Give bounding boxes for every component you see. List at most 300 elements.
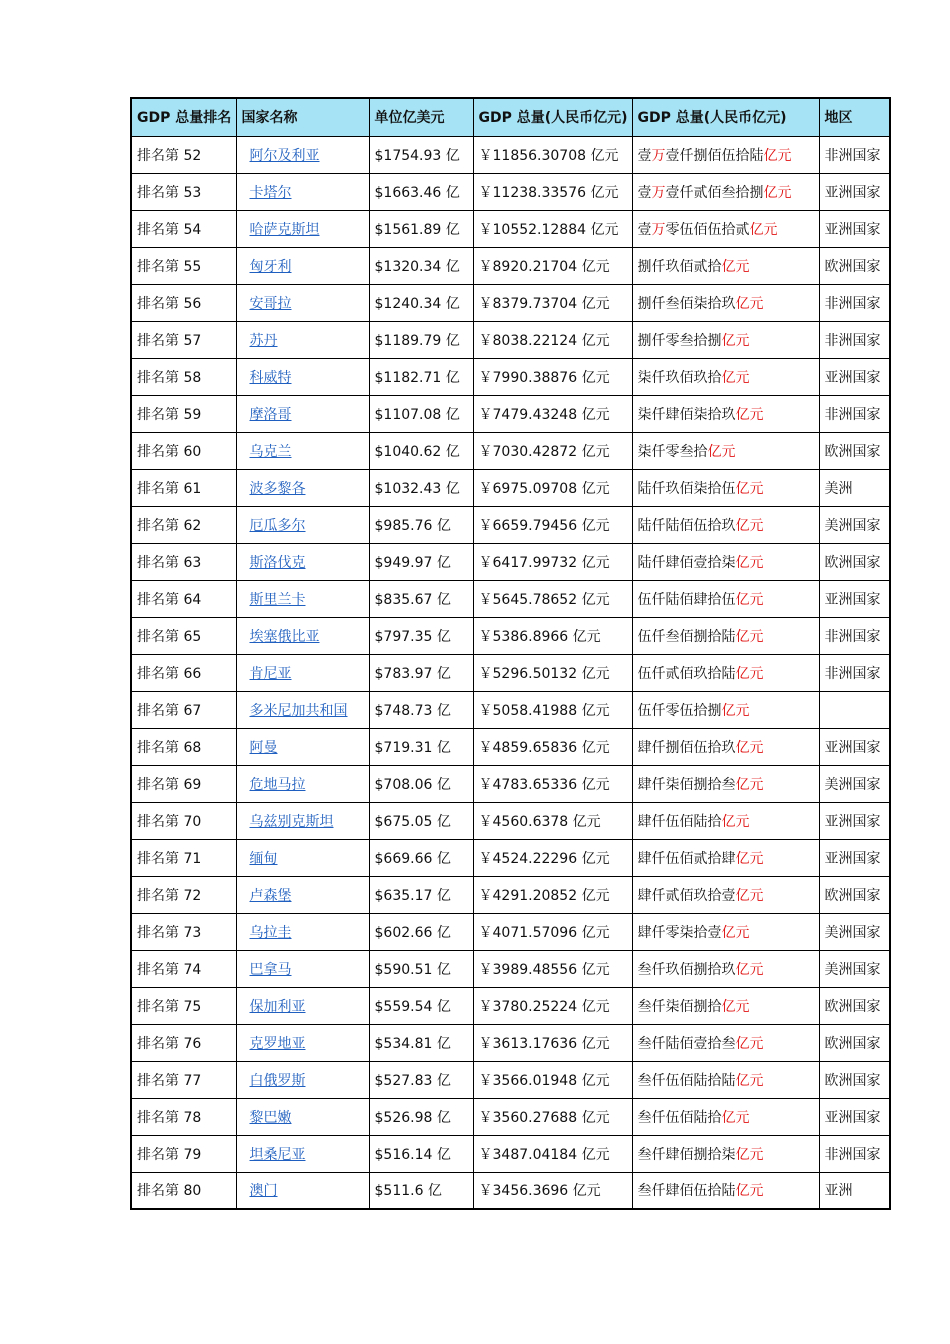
capitals-unit: 亿元 — [735, 887, 764, 904]
rmb-capitals-cell — [632, 506, 819, 543]
gdp-ranking-table — [130, 97, 891, 1210]
capitals-text: 叁仟肆佰捌拾柒 — [637, 1146, 736, 1163]
table-header-row — [131, 98, 890, 136]
capitals-text: 叁仟伍佰陆拾 — [637, 1109, 722, 1126]
capitals-text: 捌仟玖佰贰拾 — [637, 258, 722, 275]
rmb-cell: ￥3487.04184 亿元 — [473, 1135, 632, 1172]
usd-cell: $526.98 亿 — [369, 1098, 473, 1135]
table-row — [131, 728, 890, 765]
country-link[interactable]: 保加利亚 — [249, 998, 306, 1015]
region-cell: 亚洲国家 — [819, 358, 890, 395]
country-cell — [236, 987, 369, 1024]
country-cell — [236, 210, 369, 247]
usd-cell: $1320.34 亿 — [369, 247, 473, 284]
header-rank: GDP 总量排名 — [131, 98, 236, 136]
country-cell — [236, 395, 369, 432]
capitals-text: 叁仟柒佰捌拾 — [637, 998, 722, 1015]
capitals-unit: 亿元 — [721, 332, 750, 349]
capitals-unit: 亿元 — [735, 406, 764, 423]
country-link[interactable]: 卢森堡 — [249, 887, 292, 904]
rmb-cell: ￥4783.65336 亿元 — [473, 765, 632, 802]
table-row — [131, 321, 890, 358]
rank-cell: 排名第 76 — [131, 1024, 236, 1061]
rmb-capitals-cell — [632, 691, 819, 728]
usd-cell: $669.66 亿 — [369, 839, 473, 876]
rmb-cell: ￥4071.57096 亿元 — [473, 913, 632, 950]
rmb-capitals-cell — [632, 1172, 819, 1209]
rank-cell: 排名第 71 — [131, 839, 236, 876]
rank-cell: 排名第 58 — [131, 358, 236, 395]
country-cell — [236, 1098, 369, 1135]
rmb-cell: ￥10552.12884 亿元 — [473, 210, 632, 247]
rmb-cell: ￥3456.3696 亿元 — [473, 1172, 632, 1209]
rmb-capitals-cell — [632, 1135, 819, 1172]
country-cell — [236, 1172, 369, 1209]
rmb-cell: ￥4560.6378 亿元 — [473, 802, 632, 839]
rmb-capitals-cell — [632, 247, 819, 284]
rank-cell: 排名第 77 — [131, 1061, 236, 1098]
rank-cell: 排名第 78 — [131, 1098, 236, 1135]
country-cell — [236, 506, 369, 543]
rank-cell: 排名第 63 — [131, 543, 236, 580]
country-link[interactable]: 科威特 — [249, 369, 292, 386]
capitals-unit: 亿元 — [721, 702, 750, 719]
country-cell — [236, 765, 369, 802]
header-region: 地区 — [819, 98, 890, 136]
country-cell — [236, 691, 369, 728]
rmb-capitals-cell — [632, 210, 819, 247]
table-row — [131, 765, 890, 802]
country-link[interactable]: 克罗地亚 — [249, 1035, 306, 1052]
capitals-text: 壹 — [637, 221, 652, 238]
rmb-capitals-cell — [632, 1024, 819, 1061]
capitals-unit: 亿元 — [763, 184, 792, 201]
table-row — [131, 210, 890, 247]
rmb-cell: ￥5296.50132 亿元 — [473, 654, 632, 691]
rmb-capitals-cell — [632, 617, 819, 654]
rmb-cell: ￥11856.30708 亿元 — [473, 136, 632, 173]
rmb-capitals-cell — [632, 395, 819, 432]
capitals-text: 肆仟贰佰玖拾壹 — [637, 887, 736, 904]
capitals-unit: 亿元 — [749, 221, 778, 238]
table-row — [131, 617, 890, 654]
usd-cell: $783.97 亿 — [369, 654, 473, 691]
usd-cell: $1561.89 亿 — [369, 210, 473, 247]
capitals-rest: 壹仟贰佰叁拾捌 — [665, 184, 764, 201]
rmb-cell: ￥3566.01948 亿元 — [473, 1061, 632, 1098]
capitals-text: 肆仟伍佰陆拾 — [637, 813, 722, 830]
rank-cell: 排名第 57 — [131, 321, 236, 358]
country-link[interactable]: 阿尔及利亚 — [249, 147, 320, 164]
region-cell: 亚洲国家 — [819, 802, 890, 839]
region-cell: 美洲国家 — [819, 765, 890, 802]
region-cell: 欧洲国家 — [819, 432, 890, 469]
usd-cell: $835.67 亿 — [369, 580, 473, 617]
country-cell — [236, 173, 369, 210]
region-cell: 非洲国家 — [819, 617, 890, 654]
capitals-unit: 亿元 — [735, 665, 764, 682]
rmb-capitals-cell — [632, 913, 819, 950]
country-link[interactable]: 苏丹 — [249, 332, 278, 349]
usd-cell: $511.6 亿 — [369, 1172, 473, 1209]
usd-cell: $675.05 亿 — [369, 802, 473, 839]
region-cell: 非洲国家 — [819, 654, 890, 691]
country-cell — [236, 654, 369, 691]
region-cell: 欧洲国家 — [819, 247, 890, 284]
rank-cell: 排名第 72 — [131, 876, 236, 913]
country-link[interactable]: 斯洛伐克 — [249, 554, 306, 571]
capitals-unit: 亿元 — [721, 258, 750, 275]
rmb-cell: ￥7990.38876 亿元 — [473, 358, 632, 395]
capitals-text: 肆仟零柒拾壹 — [637, 924, 722, 941]
region-cell: 美洲国家 — [819, 950, 890, 987]
capitals-unit: 亿元 — [707, 443, 736, 460]
table-row — [131, 839, 890, 876]
rank-cell: 排名第 67 — [131, 691, 236, 728]
capitals-wan: 万 — [651, 184, 666, 201]
country-cell — [236, 617, 369, 654]
rank-cell: 排名第 59 — [131, 395, 236, 432]
country-link[interactable]: 卡塔尔 — [249, 184, 292, 201]
country-link[interactable]: 缅甸 — [249, 850, 278, 867]
capitals-unit: 亿元 — [721, 924, 750, 941]
rmb-cell: ￥5386.8966 亿元 — [473, 617, 632, 654]
capitals-unit: 亿元 — [735, 1035, 764, 1052]
rank-cell: 排名第 80 — [131, 1172, 236, 1209]
rmb-cell: ￥3989.48556 亿元 — [473, 950, 632, 987]
rank-cell: 排名第 75 — [131, 987, 236, 1024]
table-body — [131, 136, 890, 1209]
rmb-cell: ￥4524.22296 亿元 — [473, 839, 632, 876]
capitals-wan: 万 — [651, 147, 666, 164]
country-cell — [236, 728, 369, 765]
country-link[interactable]: 澳门 — [249, 1183, 278, 1200]
region-cell: 欧洲国家 — [819, 1024, 890, 1061]
region-cell: 美洲国家 — [819, 913, 890, 950]
capitals-text: 柒仟零叁拾 — [637, 443, 708, 460]
usd-cell: $719.31 亿 — [369, 728, 473, 765]
country-link[interactable]: 哈萨克斯坦 — [249, 221, 320, 238]
country-cell — [236, 1135, 369, 1172]
rmb-capitals-cell — [632, 1061, 819, 1098]
country-link[interactable]: 匈牙利 — [249, 258, 292, 275]
capitals-text: 叁仟伍佰陆拾陆 — [637, 1072, 736, 1089]
table-row — [131, 580, 890, 617]
country-link[interactable]: 巴拿马 — [249, 961, 292, 978]
table-row — [131, 654, 890, 691]
country-cell — [236, 913, 369, 950]
rmb-capitals-cell — [632, 284, 819, 321]
rank-cell: 排名第 55 — [131, 247, 236, 284]
capitals-unit: 亿元 — [735, 591, 764, 608]
country-link[interactable]: 乌克兰 — [249, 443, 292, 460]
rmb-cell: ￥3613.17636 亿元 — [473, 1024, 632, 1061]
table-row — [131, 432, 890, 469]
rmb-capitals-cell — [632, 728, 819, 765]
usd-cell: $635.17 亿 — [369, 876, 473, 913]
country-link[interactable]: 白俄罗斯 — [249, 1072, 306, 1089]
rank-cell: 排名第 65 — [131, 617, 236, 654]
usd-cell: $985.76 亿 — [369, 506, 473, 543]
capitals-unit: 亿元 — [735, 961, 764, 978]
rmb-cell: ￥3560.27688 亿元 — [473, 1098, 632, 1135]
capitals-text: 伍仟叁佰捌拾陆 — [637, 628, 736, 645]
capitals-text: 肆仟捌佰伍拾玖 — [637, 739, 736, 756]
capitals-wan: 万 — [651, 221, 666, 238]
rank-cell: 排名第 79 — [131, 1135, 236, 1172]
rmb-capitals-cell — [632, 136, 819, 173]
region-cell: 亚洲 — [819, 1172, 890, 1209]
rmb-capitals-cell — [632, 987, 819, 1024]
usd-cell: $1182.71 亿 — [369, 358, 473, 395]
table-row — [131, 395, 890, 432]
rmb-capitals-cell — [632, 580, 819, 617]
rank-cell: 排名第 52 — [131, 136, 236, 173]
rmb-cell: ￥6659.79456 亿元 — [473, 506, 632, 543]
rmb-cell: ￥7479.43248 亿元 — [473, 395, 632, 432]
table-row — [131, 1172, 890, 1209]
table-row — [131, 950, 890, 987]
rmb-capitals-cell — [632, 173, 819, 210]
rmb-capitals-cell — [632, 469, 819, 506]
rmb-capitals-cell — [632, 765, 819, 802]
rmb-cell: ￥5058.41988 亿元 — [473, 691, 632, 728]
rmb-cell: ￥5645.78652 亿元 — [473, 580, 632, 617]
region-cell: 亚洲国家 — [819, 839, 890, 876]
rmb-capitals-cell — [632, 654, 819, 691]
rmb-capitals-cell — [632, 839, 819, 876]
region-cell: 亚洲国家 — [819, 210, 890, 247]
rmb-capitals-cell — [632, 950, 819, 987]
rank-cell: 排名第 62 — [131, 506, 236, 543]
table-row — [131, 358, 890, 395]
capitals-text: 柒仟玖佰玖拾 — [637, 369, 722, 386]
country-link[interactable]: 乌兹别克斯坦 — [249, 813, 334, 830]
rmb-cell: ￥7030.42872 亿元 — [473, 432, 632, 469]
capitals-unit: 亿元 — [735, 1072, 764, 1089]
table-row — [131, 284, 890, 321]
country-cell — [236, 839, 369, 876]
table-row — [131, 247, 890, 284]
usd-cell: $590.51 亿 — [369, 950, 473, 987]
table-row — [131, 802, 890, 839]
capitals-rest: 零伍佰伍拾贰 — [665, 221, 750, 238]
country-link[interactable]: 危地马拉 — [249, 776, 306, 793]
usd-cell: $1040.62 亿 — [369, 432, 473, 469]
capitals-text: 叁仟肆佰伍拾陆 — [637, 1183, 736, 1200]
table-row — [131, 691, 890, 728]
capitals-unit: 亿元 — [763, 147, 792, 164]
region-cell: 欧洲国家 — [819, 876, 890, 913]
capitals-text: 叁仟陆佰壹拾叁 — [637, 1035, 736, 1052]
country-link[interactable]: 多米尼加共和国 — [249, 702, 348, 719]
table-row — [131, 913, 890, 950]
country-link[interactable]: 乌拉圭 — [249, 924, 292, 941]
table-row — [131, 1098, 890, 1135]
rank-cell: 排名第 56 — [131, 284, 236, 321]
country-cell — [236, 1061, 369, 1098]
capitals-rest: 壹仟捌佰伍拾陆 — [665, 147, 764, 164]
country-link[interactable]: 安哥拉 — [249, 295, 292, 312]
country-link[interactable]: 波多黎各 — [249, 480, 306, 497]
capitals-text: 陆仟陆佰伍拾玖 — [637, 517, 736, 534]
table-row — [131, 1024, 890, 1061]
rank-cell: 排名第 54 — [131, 210, 236, 247]
capitals-unit: 亿元 — [735, 554, 764, 571]
table-row — [131, 136, 890, 173]
rmb-cell: ￥8920.21704 亿元 — [473, 247, 632, 284]
country-cell — [236, 950, 369, 987]
usd-cell: $1032.43 亿 — [369, 469, 473, 506]
capitals-text: 叁仟玖佰捌拾玖 — [637, 961, 736, 978]
rank-cell: 排名第 60 — [131, 432, 236, 469]
rmb-cell: ￥8379.73704 亿元 — [473, 284, 632, 321]
rank-cell: 排名第 69 — [131, 765, 236, 802]
capitals-unit: 亿元 — [721, 1109, 750, 1126]
capitals-unit: 亿元 — [735, 480, 764, 497]
usd-cell: $708.06 亿 — [369, 765, 473, 802]
rank-cell: 排名第 70 — [131, 802, 236, 839]
region-cell: 非洲国家 — [819, 1135, 890, 1172]
region-cell: 非洲国家 — [819, 395, 890, 432]
usd-cell: $1663.46 亿 — [369, 173, 473, 210]
rmb-capitals-cell — [632, 802, 819, 839]
table-row — [131, 506, 890, 543]
rmb-capitals-cell — [632, 1098, 819, 1135]
capitals-unit: 亿元 — [721, 813, 750, 830]
capitals-unit: 亿元 — [735, 517, 764, 534]
country-link[interactable]: 黎巴嫩 — [249, 1109, 292, 1126]
usd-cell: $1240.34 亿 — [369, 284, 473, 321]
table-row — [131, 1061, 890, 1098]
header-rmb-capitals: GDP 总量(人民币亿元) — [632, 98, 819, 136]
header-rmb: GDP 总量(人民币亿元) — [473, 98, 632, 136]
capitals-unit: 亿元 — [735, 1183, 764, 1200]
rank-cell: 排名第 74 — [131, 950, 236, 987]
capitals-text: 伍仟零伍拾捌 — [637, 702, 722, 719]
country-cell — [236, 136, 369, 173]
rmb-capitals-cell — [632, 876, 819, 913]
rmb-cell: ￥3780.25224 亿元 — [473, 987, 632, 1024]
usd-cell: $748.73 亿 — [369, 691, 473, 728]
capitals-text: 肆仟柒佰捌拾叁 — [637, 776, 736, 793]
usd-cell: $516.14 亿 — [369, 1135, 473, 1172]
capitals-text: 捌仟叁佰柒拾玖 — [637, 295, 736, 312]
country-cell — [236, 802, 369, 839]
capitals-text: 捌仟零叁拾捌 — [637, 332, 722, 349]
region-cell: 美洲国家 — [819, 506, 890, 543]
capitals-unit: 亿元 — [735, 850, 764, 867]
country-cell — [236, 876, 369, 913]
capitals-unit: 亿元 — [735, 1146, 764, 1163]
header-usd: 单位亿美元 — [369, 98, 473, 136]
table-row — [131, 876, 890, 913]
region-cell: 亚洲国家 — [819, 580, 890, 617]
region-cell — [819, 691, 890, 728]
table-row — [131, 173, 890, 210]
capitals-text: 壹 — [637, 184, 652, 201]
rank-cell: 排名第 73 — [131, 913, 236, 950]
country-link[interactable]: 阿曼 — [249, 739, 278, 756]
capitals-text: 壹 — [637, 147, 652, 164]
capitals-text: 陆仟玖佰柒拾伍 — [637, 480, 736, 497]
region-cell: 亚洲国家 — [819, 728, 890, 765]
region-cell: 欧洲国家 — [819, 987, 890, 1024]
rank-cell: 排名第 68 — [131, 728, 236, 765]
capitals-unit: 亿元 — [721, 369, 750, 386]
region-cell: 亚洲国家 — [819, 173, 890, 210]
capitals-text: 陆仟肆佰壹拾柒 — [637, 554, 736, 571]
country-link[interactable]: 摩洛哥 — [249, 406, 292, 423]
capitals-text: 柒仟肆佰柒拾玖 — [637, 406, 736, 423]
country-cell — [236, 358, 369, 395]
country-cell — [236, 543, 369, 580]
rmb-cell: ￥4859.65836 亿元 — [473, 728, 632, 765]
country-link[interactable]: 坦桑尼亚 — [249, 1146, 306, 1163]
country-cell — [236, 284, 369, 321]
usd-cell: $1189.79 亿 — [369, 321, 473, 358]
usd-cell: $534.81 亿 — [369, 1024, 473, 1061]
usd-cell: $559.54 亿 — [369, 987, 473, 1024]
table-row — [131, 1135, 890, 1172]
region-cell: 亚洲国家 — [819, 1098, 890, 1135]
capitals-unit: 亿元 — [735, 295, 764, 312]
rmb-capitals-cell — [632, 432, 819, 469]
capitals-text: 肆仟伍佰贰拾肆 — [637, 850, 736, 867]
country-cell — [236, 247, 369, 284]
capitals-unit: 亿元 — [735, 739, 764, 756]
table-row — [131, 469, 890, 506]
country-cell — [236, 321, 369, 358]
rank-cell: 排名第 61 — [131, 469, 236, 506]
country-cell — [236, 1024, 369, 1061]
country-link[interactable]: 肯尼亚 — [249, 665, 292, 682]
rmb-cell: ￥6417.99732 亿元 — [473, 543, 632, 580]
rank-cell: 排名第 66 — [131, 654, 236, 691]
region-cell: 非洲国家 — [819, 321, 890, 358]
capitals-unit: 亿元 — [735, 628, 764, 645]
capitals-unit: 亿元 — [721, 998, 750, 1015]
usd-cell: $1107.08 亿 — [369, 395, 473, 432]
region-cell: 美洲 — [819, 469, 890, 506]
usd-cell: $602.66 亿 — [369, 913, 473, 950]
capitals-text: 伍仟贰佰玖拾陆 — [637, 665, 736, 682]
country-cell — [236, 469, 369, 506]
rank-cell: 排名第 53 — [131, 173, 236, 210]
region-cell: 欧洲国家 — [819, 543, 890, 580]
region-cell: 欧洲国家 — [819, 1061, 890, 1098]
table-row — [131, 543, 890, 580]
usd-cell: $949.97 亿 — [369, 543, 473, 580]
usd-cell: $527.83 亿 — [369, 1061, 473, 1098]
usd-cell: $797.35 亿 — [369, 617, 473, 654]
rmb-cell: ￥6975.09708 亿元 — [473, 469, 632, 506]
rank-cell: 排名第 64 — [131, 580, 236, 617]
rmb-cell: ￥11238.33576 亿元 — [473, 173, 632, 210]
header-country: 国家名称 — [236, 98, 369, 136]
region-cell: 非洲国家 — [819, 284, 890, 321]
country-link[interactable]: 埃塞俄比亚 — [249, 628, 320, 645]
rmb-cell: ￥4291.20852 亿元 — [473, 876, 632, 913]
rmb-capitals-cell — [632, 358, 819, 395]
country-link[interactable]: 斯里兰卡 — [249, 591, 306, 608]
rmb-cell: ￥8038.22124 亿元 — [473, 321, 632, 358]
table-row — [131, 987, 890, 1024]
capitals-text: 伍仟陆佰肆拾伍 — [637, 591, 736, 608]
capitals-unit: 亿元 — [735, 776, 764, 793]
country-cell — [236, 580, 369, 617]
country-link[interactable]: 厄瓜多尔 — [249, 517, 306, 534]
